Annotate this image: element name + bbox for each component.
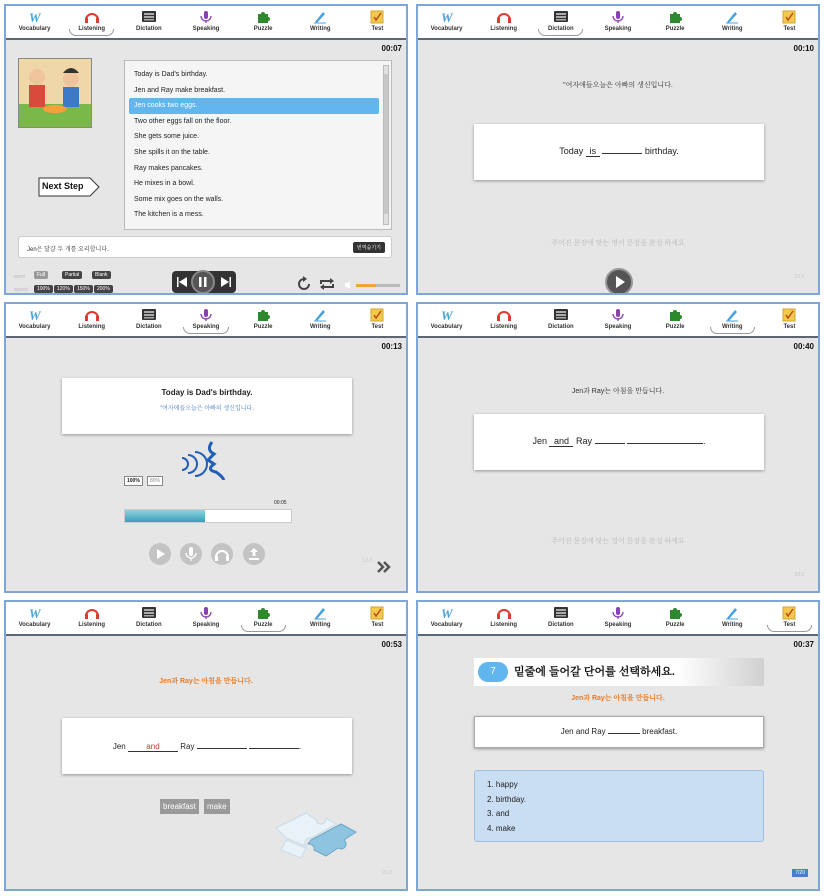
sentence-item[interactable]: The kitchen is a mess. [134,211,204,219]
puzzle-decoration-icon [266,798,366,868]
sentence-card [62,718,352,774]
dictation-panel [416,4,820,295]
nav-listening[interactable]: Listening [475,602,532,634]
nav-writing[interactable]: Writing [704,602,761,634]
page-counter: 2/13 [794,572,804,578]
nav-listening[interactable]: Listening [475,6,532,38]
nav-dictation[interactable]: Dictation [120,602,177,634]
sentence-period: . [703,436,706,446]
answer-blank[interactable]: and [128,742,178,752]
empty-blank[interactable] [249,748,299,749]
headphones-icon [495,605,513,620]
nav-bar [418,6,818,40]
microphone-icon [197,307,215,322]
page-counter: 1/13 [362,558,372,564]
page-counter: 7/20 [792,869,808,877]
microphone-icon [609,605,627,620]
keyboard-icon [552,9,570,24]
next-step-button[interactable] [38,177,100,197]
translation-text: Jen은 달걀 두 개를 요리합니다. [27,247,109,253]
sentence-card [62,378,352,434]
choice-4[interactable]: 4. make [487,823,516,833]
choice-1[interactable]: 1. happy [487,780,518,789]
record-mic-button[interactable] [180,543,202,565]
upload-button[interactable] [243,543,265,565]
nav-speaking[interactable]: Speaking [177,602,234,634]
nav-dictation[interactable]: Dictation [532,304,589,336]
vocabulary-icon [26,9,44,24]
keyboard-icon [140,605,158,620]
svg-text:W: W [440,9,453,24]
next-icon[interactable] [220,276,232,288]
question-title: 밑줄에 들어갈 단어를 선택하세요. [514,666,675,678]
timer: 00:07 [381,44,402,53]
svg-text:W: W [440,605,453,620]
nav-vocabulary[interactable]: W Vocabulary [18,9,51,32]
korean-sentence: Jen과 Ray는 아침을 만듭니다. [571,695,665,702]
puzzle-icon [254,307,272,322]
sentence-item[interactable]: She spills it on the table. [134,148,210,156]
sentence-card [474,124,764,180]
nav-listening[interactable]: Listening [63,304,120,336]
nav-test[interactable]: Test [349,602,406,634]
writing-panel [416,302,820,593]
nav-test[interactable]: Test [761,602,818,634]
nav-puzzle[interactable]: Puzzle [235,602,292,634]
sentence-part: Jen and Ray [560,727,606,736]
word-label: word [14,274,25,280]
next-arrow-icon[interactable] [376,560,392,574]
nav-puzzle[interactable]: Puzzle [647,304,704,336]
nav-writing[interactable]: Writing [704,304,761,336]
nav-puzzle[interactable]: Puzzle [647,602,704,634]
empty-blank[interactable] [602,153,642,154]
listen-button[interactable] [211,543,233,565]
answer-blank[interactable]: is [586,146,600,157]
word-partial-button[interactable]: Partial [62,271,82,279]
nav-test[interactable]: Test [349,6,406,38]
empty-blank[interactable] [627,443,703,444]
nav-vocabulary[interactable]: W Vocabulary [18,605,51,628]
answer-blank[interactable]: and [549,436,573,447]
nav-speaking[interactable]: Speaking [177,6,234,38]
nav-speaking[interactable]: Speaking [589,6,646,38]
word-chip-make[interactable]: make [204,799,230,814]
sentence-item[interactable]: Ray makes pancakes. [134,164,203,172]
microphone-icon [197,605,215,620]
nav-test[interactable]: Test [761,6,818,38]
sentence-item[interactable]: He mixes in a bowl. [134,180,195,188]
page-counter: 1/13 [794,274,804,280]
play-icon [149,543,171,565]
test-check-icon [368,9,386,24]
word-full-button[interactable]: Full [34,271,48,279]
nav-vocabulary[interactable]: W Vocabulary [18,307,51,330]
headphones-icon [495,9,513,24]
sentence-word: Jen [112,742,126,751]
timer: 00:13 [381,342,402,351]
empty-blank[interactable] [197,748,247,749]
sentence-text: Today is Dad's birthday. [161,388,253,397]
prev-icon[interactable] [176,276,188,288]
vocabulary-icon [26,307,44,322]
sentence-list[interactable] [124,60,392,230]
nav-puzzle[interactable]: Puzzle [235,6,292,38]
story-illustration [18,58,92,128]
korean-sentence: Jen과 Ray는 아침을 만듭니다. [159,678,253,685]
microphone-icon [609,9,627,24]
record-progress-bar [124,509,292,523]
nav-bar [418,602,818,636]
hide-translation-button[interactable]: 번역숨기기 [353,242,385,253]
keyboard-icon [140,9,158,24]
nav-speaking[interactable]: Speaking [589,602,646,634]
puzzle-panel [4,600,408,891]
test-check-icon [368,307,386,322]
sentence-item[interactable]: Jen and Ray make breakfast. [134,86,226,94]
microphone-icon [197,9,215,24]
speed-120-button[interactable]: 120% [54,285,73,293]
keyboard-icon [140,307,158,322]
pen-icon [723,9,741,24]
answer-choices [474,770,764,842]
nav-vocabulary[interactable]: W Vocabulary [430,9,463,32]
translation-bar [18,236,392,258]
audio-player [172,271,236,293]
choice-3[interactable]: 3. and [487,809,510,818]
choice-2[interactable]: 2. birthday. [487,794,526,804]
volume-slider[interactable] [356,284,400,287]
svg-text:W: W [28,605,41,620]
vocabulary-icon [438,307,456,322]
vocabulary-icon [438,605,456,620]
puzzle-icon [666,9,684,24]
speed-200-button[interactable]: 200% [94,285,113,293]
nav-writing[interactable]: Writing [292,6,349,38]
nav-puzzle[interactable]: Puzzle [235,304,292,336]
instruction-hint: 주어진 문장에 맞는 영어 문장을 완성 하세요 [551,538,685,545]
nav-dictation[interactable]: Dictation [532,6,589,38]
timer: 00:37 [793,640,814,649]
headphones-icon [83,9,101,24]
nav-vocabulary[interactable]: W Vocabulary [430,307,463,330]
sentence-item[interactable]: She gets some juice. [134,133,199,141]
nav-bar [6,6,406,40]
test-panel [416,600,820,891]
empty-blank[interactable] [595,443,625,444]
korean-sentence: "여자애들오늘은 아빠의 생신입니다. [563,82,673,89]
vocabulary-icon [438,9,456,24]
nav-bar [6,602,406,636]
headphones-icon [495,307,513,322]
headphones-icon [83,605,101,620]
sentence-word: Ray [575,436,592,446]
pen-icon [723,605,741,620]
speed-150-button[interactable]: 150% [74,285,93,293]
sentence-item-highlighted[interactable]: Jen cooks two eggs. [129,98,379,114]
speed-100-button[interactable]: 100% [34,285,53,293]
question-number: 7 [478,662,508,682]
volume-icon [344,280,354,290]
svg-text:W: W [440,307,453,322]
nav-bar [418,304,818,338]
scroll-thumb[interactable] [384,74,388,214]
test-check-icon [780,605,798,620]
nav-listening[interactable]: Listening [63,602,120,634]
upload-icon [243,543,265,565]
svg-text:W: W [28,9,41,24]
nav-speaking[interactable]: Speaking [177,304,234,336]
pen-icon [311,307,329,322]
repeat-icon[interactable] [318,276,336,292]
microphone-icon [180,543,202,565]
pen-icon [723,307,741,322]
puzzle-icon [666,307,684,322]
play-button[interactable] [605,268,633,295]
record-time: 00:05 [274,500,287,506]
pen-icon [311,605,329,620]
timer: 00:53 [381,640,402,649]
timer: 00:40 [793,342,814,351]
korean-sentence: Jen과 Ray는 아침을 만듭니다. [571,388,665,395]
keyboard-icon [552,307,570,322]
headphones-icon [211,543,233,565]
nav-writing[interactable]: Writing [704,6,761,38]
sentence-word: Today [559,146,584,156]
nav-test[interactable]: Test [761,304,818,336]
sentence-word: birthday. [644,146,679,156]
test-check-icon [780,9,798,24]
next-step-label: Next Step [42,181,84,191]
sentence-item[interactable]: Today is Dad's birthday. [134,71,208,78]
speaking-panel [4,302,408,593]
nav-puzzle[interactable]: Puzzle [647,6,704,38]
nav-bar [6,304,406,338]
word-blank-button[interactable]: Blank [92,271,111,279]
speaking-face-icon [180,440,240,480]
sentence-card [474,716,764,748]
play-icon [607,270,631,294]
sentence-item[interactable]: Two other eggs fall on the floor. [134,117,232,125]
pause-button[interactable] [191,270,215,294]
page-counter: 2/13 [382,870,392,876]
timer: 00:10 [793,44,814,53]
instruction-hint: 주어진 문장에 맞는 영어 문장을 완성 하세요 [551,240,685,247]
microphone-icon [609,307,627,322]
nav-listening[interactable]: Listening [475,304,532,336]
sentence-item[interactable]: Some mix goes on the walls. [134,195,224,203]
nav-vocabulary[interactable]: W Vocabulary [430,605,463,628]
korean-sentence: "여자애들오늘은 아빠의 생신입니다. [159,406,255,412]
puzzle-icon [666,605,684,620]
answer-blank[interactable] [608,733,640,734]
puzzle-icon [254,605,272,620]
test-check-icon [368,605,386,620]
puzzle-icon [254,9,272,24]
pen-icon [311,9,329,24]
vocabulary-icon [26,605,44,620]
speed-label: speed [14,287,28,293]
scrollbar[interactable] [383,65,389,225]
nav-dictation[interactable]: Dictation [120,6,177,38]
keyboard-icon [552,605,570,620]
accuracy-80-button[interactable]: 80% [147,476,163,486]
sentence-word: Jen [532,436,547,446]
nav-speaking[interactable]: Speaking [589,304,646,336]
sentence-card [474,414,764,470]
nav-dictation[interactable]: Dictation [532,602,589,634]
word-chip-breakfast[interactable]: breakfast [160,799,199,814]
nav-writing[interactable]: Writing [292,602,349,634]
sentence-period: . [298,742,302,751]
accuracy-100-button[interactable]: 100% [124,476,143,486]
nav-test[interactable]: Test [349,304,406,336]
replay-icon[interactable] [296,276,312,292]
nav-listening[interactable]: Listening [63,6,120,38]
nav-dictation[interactable]: Dictation [120,304,177,336]
play-button[interactable] [149,543,171,565]
headphones-icon [83,307,101,322]
listening-panel [4,4,408,295]
sentence-part: breakfast. [642,727,678,736]
svg-text:W: W [28,307,41,322]
sentence-word: Ray [180,742,195,751]
test-check-icon [780,307,798,322]
nav-writing[interactable]: Writing [292,304,349,336]
